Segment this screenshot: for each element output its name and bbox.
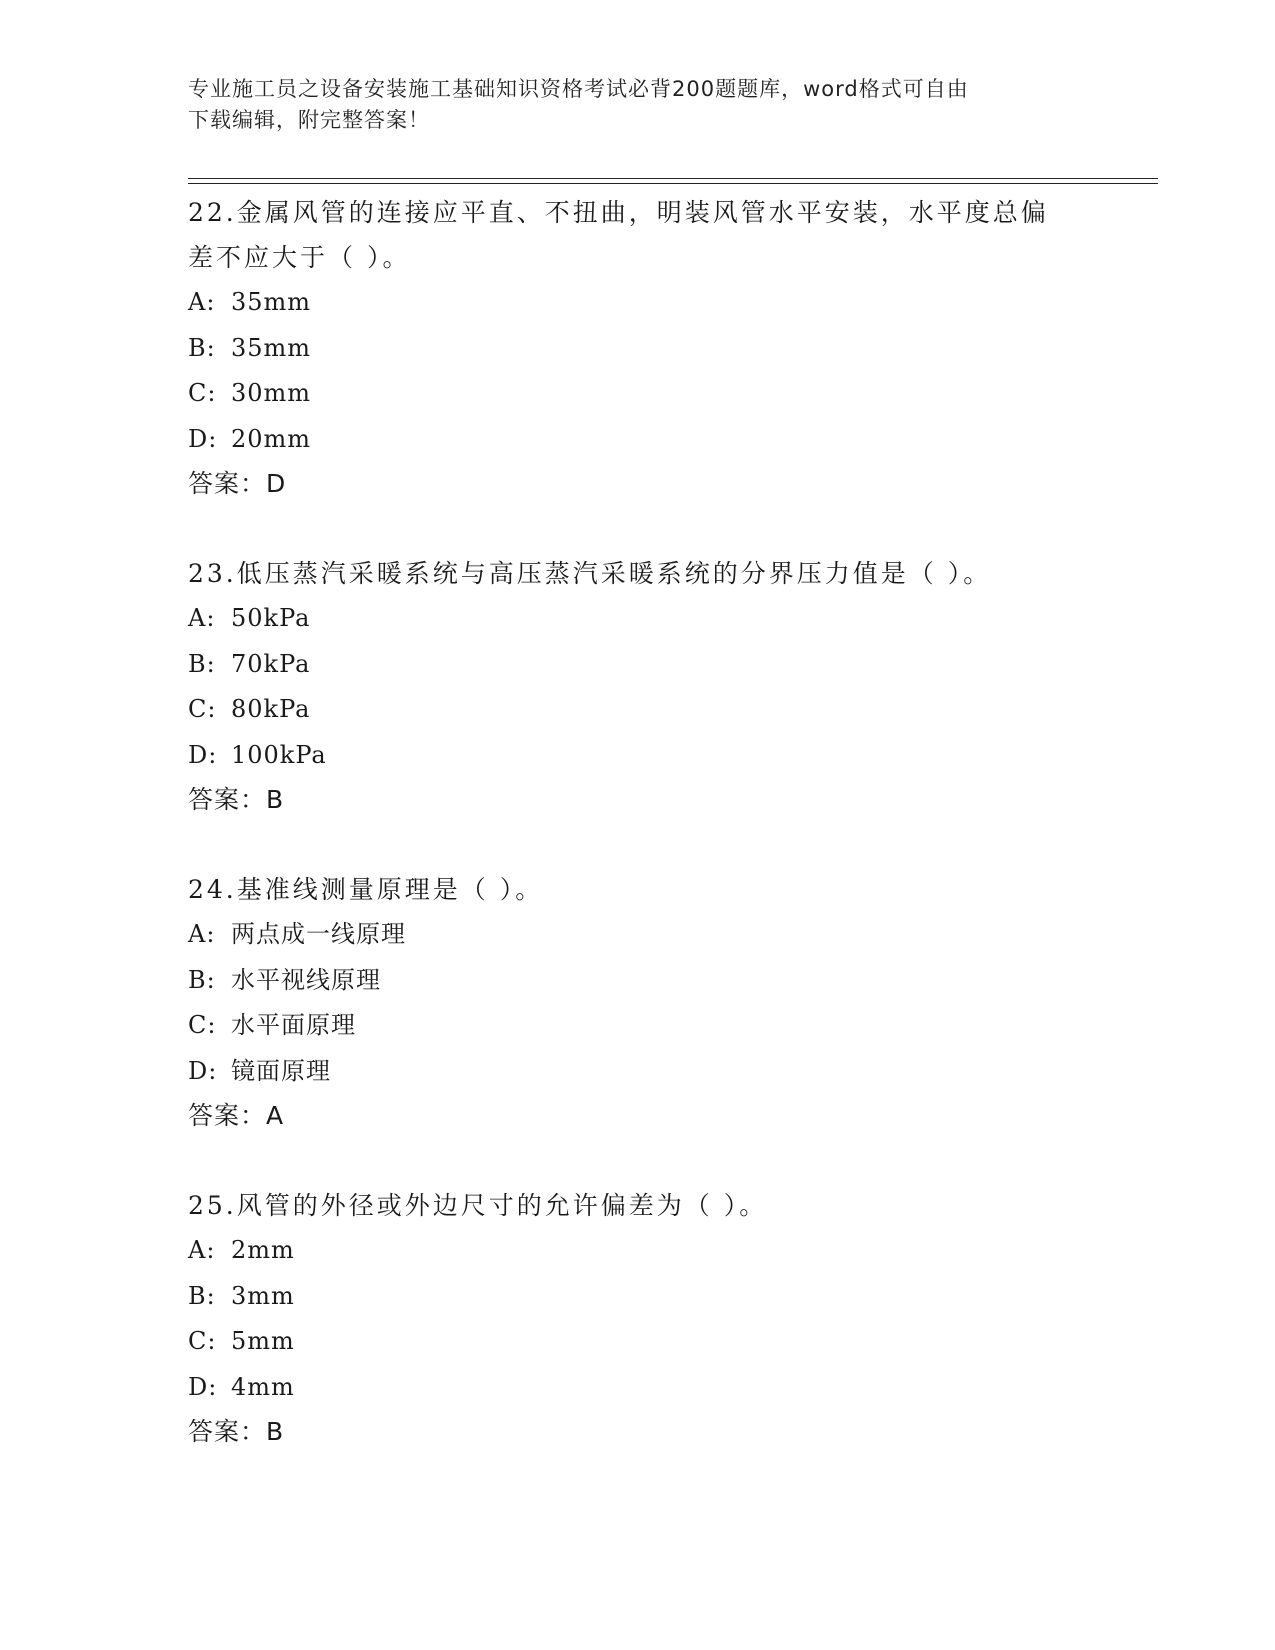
- option-c: [188, 371, 1088, 417]
- question-stem: 24.基准线测量原理是（ ）。: [188, 875, 544, 904]
- header-divider-bottom: [188, 183, 1158, 184]
- option-text: 100kPa: [231, 740, 327, 769]
- option-text: 30mm: [231, 379, 312, 407]
- option-key: B:: [188, 965, 216, 994]
- question-24: [188, 867, 1088, 1138]
- answer-line: 答案：D: [188, 469, 287, 498]
- question-list: [188, 190, 1088, 1499]
- option-text: 水平视线原理: [231, 965, 381, 994]
- option-key: D:: [188, 1056, 218, 1085]
- question-stem: 23.低压蒸汽采暖系统与高压蒸汽采暖系统的分界压力值是（ ）。: [188, 559, 992, 588]
- option-b: [188, 326, 1088, 372]
- option-text: 镜面原理: [231, 1056, 331, 1085]
- option-text: 80kPa: [231, 695, 311, 723]
- option-key: C:: [188, 695, 217, 723]
- option-key: B:: [188, 649, 216, 678]
- question-23: [188, 551, 1088, 822]
- option-key: B:: [188, 333, 216, 362]
- question-stem: 22.金属风管的连接应平直、不扭曲，明装风管水平安装，水平度总偏: [188, 198, 1049, 227]
- option-b: [188, 1274, 1088, 1320]
- option-text: 3mm: [231, 1281, 295, 1310]
- document-header: [188, 74, 1088, 136]
- option-d: [188, 1049, 1088, 1095]
- option-d: [188, 733, 1088, 779]
- option-b: [188, 642, 1088, 688]
- option-key: B:: [188, 1281, 216, 1310]
- option-key: D:: [188, 1372, 218, 1401]
- option-d: [188, 1365, 1088, 1411]
- option-key: A:: [188, 604, 216, 632]
- option-text: 35mm: [231, 288, 312, 316]
- option-text: 70kPa: [231, 649, 311, 678]
- option-a: [188, 596, 1088, 642]
- option-text: 35mm: [231, 333, 312, 362]
- option-text: 水平面原理: [231, 1011, 356, 1039]
- option-a: [188, 1228, 1088, 1274]
- question-25: [188, 1183, 1088, 1454]
- option-key: D:: [188, 424, 218, 453]
- option-text: 2mm: [231, 1236, 295, 1264]
- answer-line: 答案：B: [188, 785, 285, 814]
- option-text: 两点成一线原理: [231, 920, 406, 948]
- option-c: [188, 1003, 1088, 1049]
- option-text: 50kPa: [231, 604, 311, 632]
- option-key: D:: [188, 740, 218, 769]
- question-stem-continued: 差不应大于（ ）。: [188, 243, 411, 272]
- option-key: A:: [188, 920, 216, 948]
- option-c: [188, 687, 1088, 733]
- option-a: [188, 912, 1088, 958]
- option-text: 5mm: [231, 1327, 295, 1355]
- option-key: A:: [188, 288, 216, 316]
- option-key: C:: [188, 1327, 217, 1355]
- header-line-2: 下载编辑，附完整答案！: [188, 108, 430, 132]
- option-b: [188, 958, 1088, 1004]
- option-d: [188, 417, 1088, 463]
- option-key: C:: [188, 379, 217, 407]
- option-a: [188, 280, 1088, 326]
- header-divider-top: [188, 178, 1158, 179]
- question-stem: 25.风管的外径或外边尺寸的允许偏差为（ ）。: [188, 1191, 768, 1220]
- question-22: [188, 190, 1088, 506]
- option-text: 20mm: [231, 424, 312, 453]
- option-text: 4mm: [231, 1372, 295, 1401]
- answer-line: 答案：A: [188, 1101, 285, 1130]
- option-c: [188, 1319, 1088, 1365]
- answer-line: 答案：B: [188, 1417, 285, 1446]
- option-key: A:: [188, 1236, 216, 1264]
- option-key: C:: [188, 1011, 217, 1039]
- header-line-1: 专业施工员之设备安装施工基础知识资格考试必背200题题库，word格式可自由: [188, 77, 969, 101]
